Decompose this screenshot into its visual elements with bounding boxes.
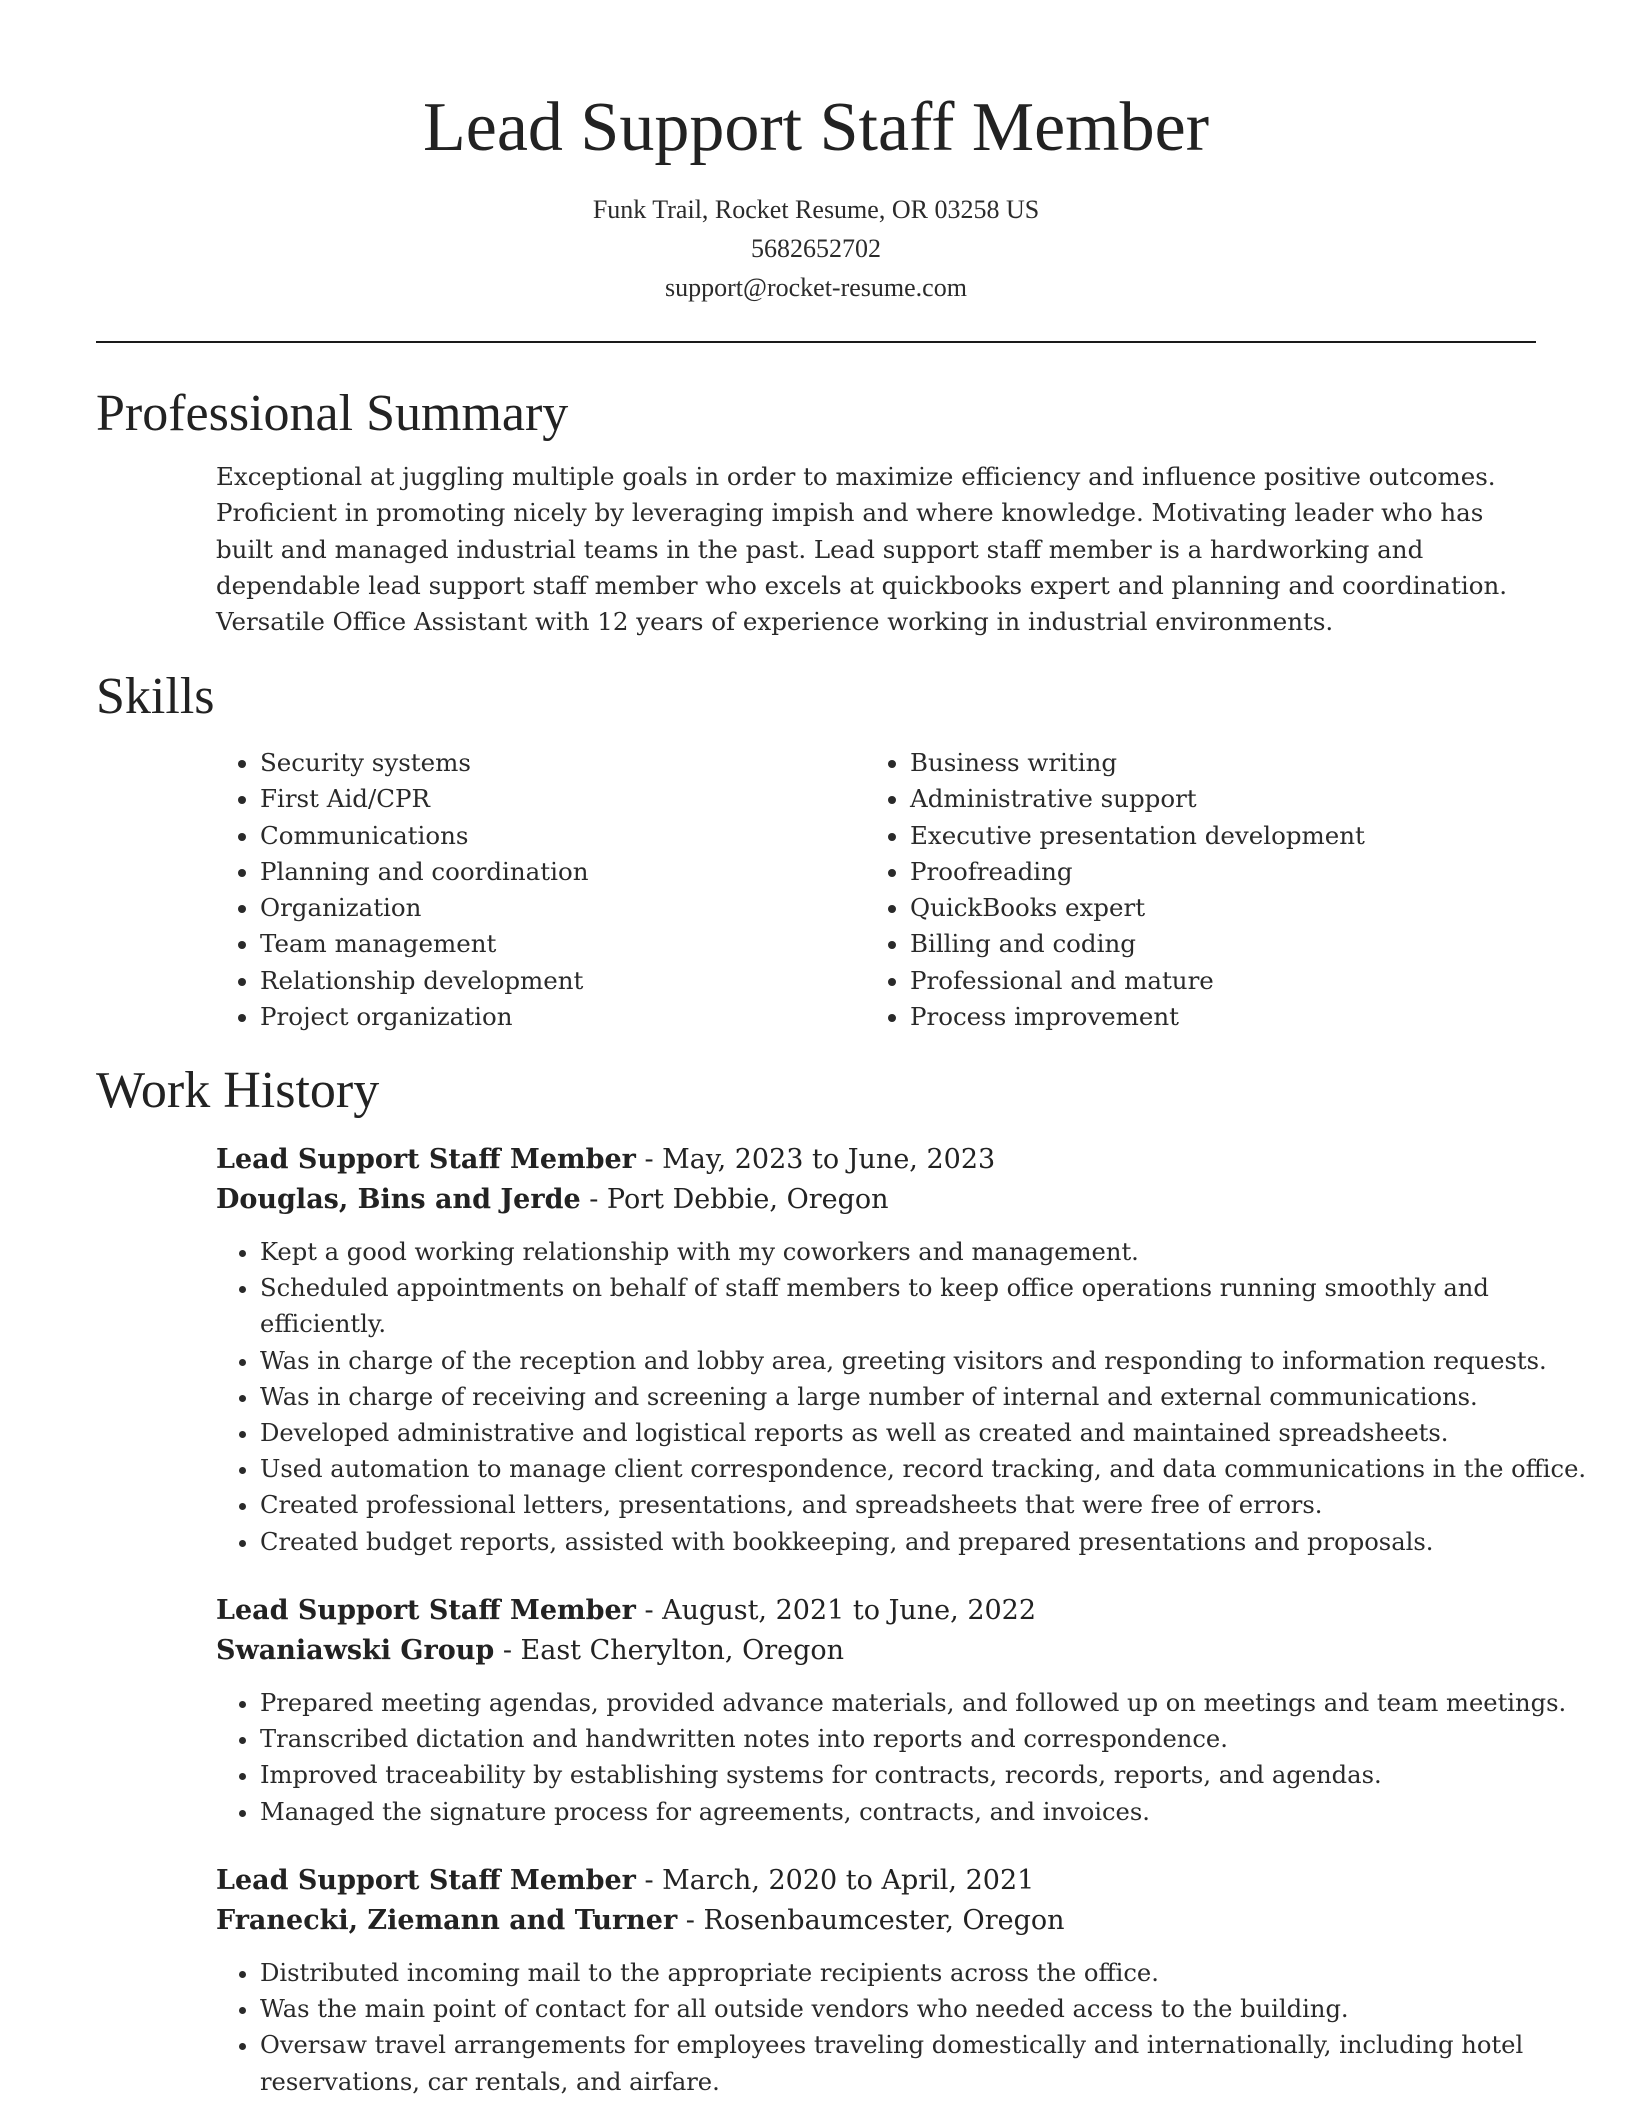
- phone: 5682652702: [751, 234, 881, 263]
- work-history-heading: Work History: [96, 1062, 380, 1119]
- skills-list-left: [216, 745, 820, 1035]
- job-company-line: [216, 1180, 889, 1220]
- job-title: Lead Support Staff Member: [216, 1144, 636, 1175]
- skill-item: • Planning and coordination: [260, 854, 820, 890]
- job-bullet: • Scheduled appointments on behalf of staff members to keep office operations running smoothly and efficiently.: [260, 1270, 1590, 1342]
- job-bullet: • Managed the signature process for agreements, contracts, and invoices.: [260, 1794, 1590, 1830]
- summary-text: Exceptional at juggling multiple goals in order to maximize efficiency and influence positive outcomes. Proficient in promoting nicely by leveraging impish and where knowledge. Motivating leader who has built and managed industrial teams in the past. Lead support staff member is a hardworking and dependable lead support staff member who excels at quickbooks expert and planning and coordination. Versatile Office Assistant with 12 years of experience working in industrial environments.: [216, 462, 1508, 637]
- skills-heading: Skills: [96, 668, 215, 725]
- skill-item: • QuickBooks expert: [910, 890, 1570, 926]
- skill-item: • Proofreading: [910, 854, 1570, 890]
- job-title-line: [216, 1861, 1034, 1901]
- skill-item: • Professional and mature: [910, 963, 1570, 999]
- job-title-line: [216, 1591, 1036, 1631]
- skills-list-right: [866, 745, 1570, 1035]
- job-bullets: [216, 1685, 1590, 1830]
- job-company: Swaniawski Group: [216, 1635, 495, 1666]
- job-title: Lead Support Staff Member: [216, 1865, 636, 1896]
- job-bullet: • Distributed incoming mail to the appropriate recipients across the office.: [260, 1955, 1590, 1991]
- job-location: - East Cherylton, Oregon: [494, 1635, 845, 1666]
- job-title: Lead Support Staff Member: [216, 1595, 636, 1626]
- job-bullet: • Was in charge of receiving and screening a large number of internal and external communications.: [260, 1379, 1590, 1415]
- job-title-line: [216, 1140, 995, 1180]
- job-bullet: • Improved traceability by establishing systems for contracts, records, reports, and agendas.: [260, 1757, 1590, 1793]
- job-dates: - May, 2023 to June, 2023: [635, 1144, 996, 1175]
- summary-heading: Professional Summary: [96, 385, 569, 442]
- job-bullet: • Was the main point of contact for all outside vendors who needed access to the building.: [260, 1991, 1590, 2027]
- job-location: - Port Debbie, Oregon: [580, 1184, 889, 1215]
- job-dates: - March, 2020 to April, 2021: [635, 1865, 1035, 1896]
- job-bullets: [216, 1955, 1590, 2100]
- address: Funk Trail, Rocket Resume, OR 03258 US: [592, 195, 1040, 224]
- job-company-line: [216, 1901, 1065, 1941]
- job-bullets: [216, 1234, 1590, 1560]
- skill-item: • Business writing: [910, 745, 1570, 781]
- job-location: - Rosenbaumcester, Oregon: [677, 1905, 1065, 1936]
- job-company: Douglas, Bins and Jerde: [216, 1184, 581, 1215]
- job-bullet: • Transcribed dictation and handwritten notes into reports and correspondence.: [260, 1721, 1590, 1757]
- skill-item: • First Aid/CPR: [260, 781, 820, 817]
- skill-item: • Organization: [260, 890, 820, 926]
- skill-item: • Team management: [260, 926, 820, 962]
- skill-item: • Project organization: [260, 999, 820, 1035]
- candidate-name: Lead Support Staff Member: [422, 89, 1210, 166]
- skill-item: • Communications: [260, 818, 820, 854]
- skill-item: • Billing and coding: [910, 926, 1570, 962]
- job-bullet: • Developed administrative and logistical reports as well as created and maintained spreadsheets.: [260, 1415, 1590, 1451]
- job-bullet: • Was in charge of the reception and lobby area, greeting visitors and responding to information requests.: [260, 1343, 1590, 1379]
- skill-item: • Administrative support: [910, 781, 1570, 817]
- email: support@rocket-resume.com: [665, 273, 967, 302]
- skill-item: • Security systems: [260, 745, 820, 781]
- job-bullet: • Created budget reports, assisted with bookkeeping, and prepared presentations and proposals.: [260, 1524, 1590, 1560]
- job-company-line: [216, 1631, 844, 1671]
- header-divider: [96, 341, 1536, 343]
- skill-item: • Process improvement: [910, 999, 1570, 1035]
- skill-item: • Executive presentation development: [910, 818, 1570, 854]
- skill-item: • Relationship development: [260, 963, 820, 999]
- job-bullet: • Used automation to manage client correspondence, record tracking, and data communications in the office.: [260, 1451, 1590, 1487]
- job-bullet: • Prepared meeting agendas, provided advance materials, and followed up on meetings and team meetings.: [260, 1685, 1590, 1721]
- job-bullet: • Kept a good working relationship with my coworkers and management.: [260, 1234, 1590, 1270]
- job-bullet: • Created professional letters, presentations, and spreadsheets that were free of errors.: [260, 1487, 1590, 1523]
- job-bullet: • Oversaw travel arrangements for employees traveling domestically and internationally, including hotel reservations, car rentals, and airfare.: [260, 2027, 1590, 2099]
- job-company: Franecki, Ziemann and Turner: [216, 1905, 678, 1936]
- contact-block: [0, 190, 1632, 307]
- job-dates: - August, 2021 to June, 2022: [635, 1595, 1037, 1626]
